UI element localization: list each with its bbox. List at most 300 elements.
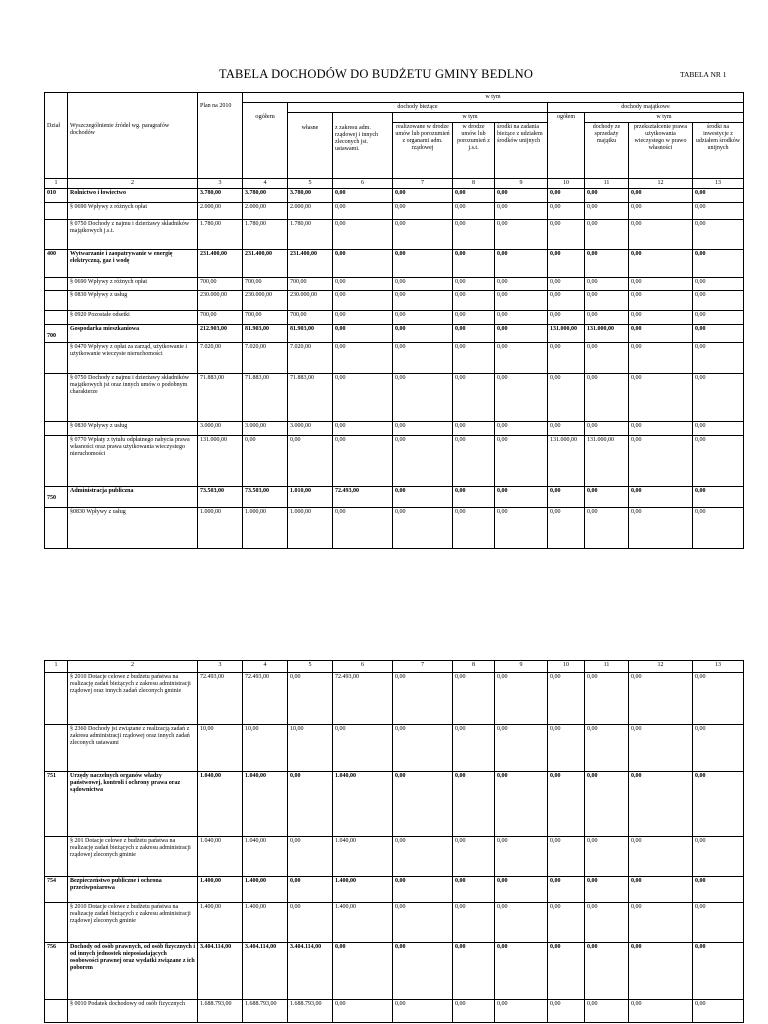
cell-value: 0,00 [548, 343, 585, 374]
cell-value: 0,00 [333, 203, 393, 220]
cell-value: 0,00 [693, 436, 744, 487]
cell-value: 231.400,00 [198, 250, 243, 278]
column-number: 10 [548, 179, 585, 189]
cell-value: 0,00 [548, 877, 585, 903]
cell-value: 0,00 [495, 772, 548, 837]
cell-value: 1.010,00 [288, 487, 333, 508]
cell-value: 73.503,00 [243, 487, 288, 508]
header-zakres: z zakresu adm. rządowej i innych zleconych jst. ustawami. [333, 113, 393, 179]
cell-value: 3.404.114,00 [198, 943, 243, 1000]
cell-value: 0,00 [629, 325, 693, 343]
cell-value: 231.400,00 [243, 250, 288, 278]
cell-value: 0,00 [693, 943, 744, 1000]
cell-dzial [45, 837, 68, 877]
cell-value: 0,00 [693, 508, 744, 549]
cell-value: 0,00 [629, 1000, 693, 1023]
column-number: 1 [45, 179, 68, 189]
cell-dzial: 750 [45, 487, 68, 508]
cell-value: 0,00 [629, 374, 693, 422]
cell-value: 1.400,00 [198, 877, 243, 903]
cell-value: 0,00 [585, 903, 629, 943]
cell-value: 0,00 [693, 903, 744, 943]
cell-value: 2.000,00 [288, 203, 333, 220]
cell-value: 131.000,00 [585, 436, 629, 487]
cell-value: 0,00 [548, 278, 585, 291]
cell-value: 0,00 [453, 311, 495, 325]
cell-value: 0,00 [693, 311, 744, 325]
cell-value: 0,00 [393, 673, 453, 725]
cell-value: 0,00 [288, 877, 333, 903]
cell-value: 0,00 [453, 436, 495, 487]
cell-value: 0,00 [333, 220, 393, 250]
cell-value: 0,00 [693, 1000, 744, 1023]
cell-value: 1.688.793,00 [243, 1000, 288, 1023]
header-ogolem-majatkowe: ogółem [548, 113, 585, 179]
cell-value: 0,00 [453, 250, 495, 278]
column-number: 3 [198, 179, 243, 189]
cell-value: 700,00 [288, 311, 333, 325]
cell-value: 0,00 [393, 903, 453, 943]
cell-value: 0,00 [629, 903, 693, 943]
cell-value: 0,00 [495, 943, 548, 1000]
header-biezace: dochody bieżące [288, 103, 548, 113]
table-row [45, 325, 744, 343]
header-w-tym-biezace: w tym [393, 113, 548, 123]
column-number: 11 [585, 179, 629, 189]
cell-description: § 0470 Wpływy z opłat za zarząd, użytkowanie i użytkowanie wieczyste nieruchomości [68, 343, 198, 374]
cell-value: 2.000,00 [243, 203, 288, 220]
cell-value: 0,00 [333, 311, 393, 325]
column-number: 10 [548, 661, 585, 673]
cell-value: 0,00 [585, 343, 629, 374]
cell-value: 0,00 [693, 877, 744, 903]
cell-value: 0,00 [548, 311, 585, 325]
header-majatkowe: dochody majątkowe [548, 103, 744, 113]
column-number: 6 [333, 661, 393, 673]
cell-value: 0,00 [288, 772, 333, 837]
cell-value: 3.780,00 [288, 189, 333, 203]
cell-value: 0,00 [548, 203, 585, 220]
cell-value: 1.040,00 [333, 837, 393, 877]
cell-value: 0,00 [333, 422, 393, 436]
page-title: TABELA DOCHODÓW DO BUDŻETU GMINY BEDLNO [219, 67, 534, 81]
cell-value: 1.780,00 [243, 220, 288, 250]
header-przeksztalcenie: przekształcenie prawa użytkowania wieczystego w prawo własności [629, 123, 693, 179]
cell-value: 0,00 [333, 250, 393, 278]
header-sprzedazy: dochody ze sprzedaży majątku [585, 123, 629, 179]
cell-value: 0,00 [495, 673, 548, 725]
cell-value: 0,00 [629, 250, 693, 278]
cell-value: 0,00 [393, 374, 453, 422]
cell-description: § 2010 Dotacje celowe z budżetu państwa na realizację zadań bieżących z zakresu administracji rządowej zleconych gminie [68, 903, 198, 943]
cell-value: 0,00 [495, 725, 548, 772]
cell-value: 1.040,00 [243, 837, 288, 877]
cell-dzial: 400 [45, 250, 68, 278]
column-number: 9 [495, 661, 548, 673]
cell-dzial: 010 [45, 189, 68, 203]
cell-value: 0,00 [453, 343, 495, 374]
cell-description: Gospodarka mieszkaniowa [68, 325, 198, 343]
cell-value: 0,00 [629, 311, 693, 325]
cell-value: 0,00 [585, 877, 629, 903]
cell-value: 0,00 [585, 943, 629, 1000]
cell-value: 0,00 [453, 325, 495, 343]
cell-value: 0,00 [453, 291, 495, 311]
cell-value: 0,00 [393, 508, 453, 549]
cell-value: 0,00 [495, 487, 548, 508]
cell-value: 0,00 [629, 220, 693, 250]
cell-value: 0,00 [585, 278, 629, 291]
cell-value: 700,00 [198, 311, 243, 325]
cell-value: 0,00 [288, 837, 333, 877]
cell-value: 0,00 [629, 943, 693, 1000]
cell-dzial [45, 725, 68, 772]
cell-value: 1.688.793,00 [198, 1000, 243, 1023]
cell-value: 1.400,00 [243, 903, 288, 943]
cell-value: 0,00 [585, 203, 629, 220]
cell-description: § 0920 Pozostałe odsetki [68, 311, 198, 325]
cell-dzial: 700 [45, 325, 68, 343]
cell-value: 0,00 [393, 311, 453, 325]
cell-value: 0,00 [495, 311, 548, 325]
cell-value: 0,00 [585, 725, 629, 772]
cell-value: 0,00 [495, 837, 548, 877]
header-ogolem: ogółem [243, 103, 288, 179]
cell-value: 0,00 [629, 422, 693, 436]
cell-value: 0,00 [585, 772, 629, 837]
cell-value: 230.000,00 [243, 291, 288, 311]
cell-value: 0,00 [585, 311, 629, 325]
cell-dzial [45, 278, 68, 291]
cell-value: 1.000,00 [288, 508, 333, 549]
cell-value: 0,00 [548, 943, 585, 1000]
cell-value: 0,00 [495, 291, 548, 311]
column-number-row [45, 179, 744, 189]
cell-value: 0,00 [585, 508, 629, 549]
cell-value: 0,00 [548, 673, 585, 725]
table-row [45, 673, 744, 725]
header-dzial: Dział [45, 93, 68, 179]
cell-value: 0,00 [495, 220, 548, 250]
column-number: 8 [453, 661, 495, 673]
table-row [45, 725, 744, 772]
cell-dzial [45, 673, 68, 725]
table-row [45, 508, 744, 549]
cell-value: 0,00 [495, 422, 548, 436]
cell-value: 0,00 [393, 291, 453, 311]
header-w-tym-majatkowe: w tym [585, 113, 744, 123]
cell-value: 0,00 [453, 189, 495, 203]
column-number: 13 [693, 179, 744, 189]
cell-dzial [45, 422, 68, 436]
income-table-part-2 [44, 660, 744, 1023]
cell-value: 1.040,00 [198, 837, 243, 877]
cell-description: Wytwarzanie i zaopatrywanie w energię elektryczną, gaz i wodę [68, 250, 198, 278]
cell-value: 0,00 [333, 189, 393, 203]
cell-value: 0,00 [453, 1000, 495, 1023]
cell-dzial [45, 220, 68, 250]
cell-value: 0,00 [288, 436, 333, 487]
table-row [45, 422, 744, 436]
cell-value: 0,00 [453, 877, 495, 903]
cell-description: § 0690 Wpływy z różnych opłat [68, 203, 198, 220]
cell-value: 1.688.793,00 [288, 1000, 333, 1023]
cell-value: 0,00 [548, 508, 585, 549]
cell-value: 0,00 [585, 189, 629, 203]
cell-value: 1.040,00 [198, 772, 243, 837]
cell-value: 0,00 [453, 203, 495, 220]
cell-value: 0,00 [495, 877, 548, 903]
cell-description: § 0770 Wpłaty z tytułu odpłatnego nabycia prawa własności oraz prawa użytkowania wieczystego nieruchomości [68, 436, 198, 487]
cell-value: 0,00 [548, 220, 585, 250]
cell-dzial [45, 374, 68, 422]
cell-value: 131.000,00 [585, 325, 629, 343]
cell-description: § 0830 Wpływy z usług [68, 291, 198, 311]
cell-value: 0,00 [629, 772, 693, 837]
cell-value: 0,00 [495, 325, 548, 343]
column-number: 12 [629, 179, 693, 189]
cell-description: Rolnictwo i łowiectwo [68, 189, 198, 203]
cell-value: 0,00 [548, 772, 585, 837]
cell-value: 0,00 [629, 343, 693, 374]
cell-dzial [45, 1000, 68, 1023]
cell-value: 0,00 [693, 203, 744, 220]
cell-dzial [45, 436, 68, 487]
cell-value: 81.903,00 [243, 325, 288, 343]
cell-value: 2.000,00 [198, 203, 243, 220]
cell-value: 0,00 [495, 278, 548, 291]
cell-value: 0,00 [548, 189, 585, 203]
cell-value: 1.400,00 [243, 877, 288, 903]
column-number: 2 [68, 179, 198, 189]
cell-description: §0830 Wpływy z usług [68, 508, 198, 549]
column-number: 5 [288, 179, 333, 189]
cell-value: 0,00 [453, 374, 495, 422]
cell-value: 700,00 [198, 278, 243, 291]
table-body-part-1 [45, 189, 744, 549]
table-row [45, 943, 744, 1000]
cell-value: 0,00 [393, 436, 453, 487]
cell-value: 131.000,00 [548, 325, 585, 343]
cell-value: 0,00 [453, 508, 495, 549]
cell-value: 72.493,00 [333, 673, 393, 725]
cell-value: 0,00 [548, 250, 585, 278]
cell-value: 1.780,00 [288, 220, 333, 250]
cell-value: 0,00 [453, 673, 495, 725]
cell-value: 0,00 [495, 374, 548, 422]
cell-value: 72.493,00 [198, 673, 243, 725]
column-number: 12 [629, 661, 693, 673]
cell-value: 0,00 [333, 343, 393, 374]
cell-value: 0,00 [453, 487, 495, 508]
header-wyszczegolnienie: Wyszczególnienie źródeł wg. paragrafów dochodów [68, 93, 198, 179]
cell-value: 3.404.114,00 [288, 943, 333, 1000]
cell-description: § 0830 Wpływy z usług [68, 422, 198, 436]
cell-value: 3.780,00 [198, 189, 243, 203]
column-number: 4 [243, 179, 288, 189]
cell-value: 0,00 [453, 422, 495, 436]
cell-description: Urzędy naczelnych organów władzy państwowej, kontroli i ochrony prawa oraz sądownictwa [68, 772, 198, 837]
cell-dzial: 754 [45, 877, 68, 903]
cell-value: 0,00 [629, 877, 693, 903]
cell-value: 3.780,00 [243, 189, 288, 203]
cell-value: 10,00 [288, 725, 333, 772]
cell-value: 1.400,00 [333, 903, 393, 943]
table-row [45, 374, 744, 422]
cell-value: 7.020,00 [243, 343, 288, 374]
table-row [45, 291, 744, 311]
cell-value: 0,00 [453, 725, 495, 772]
cell-value: 0,00 [548, 487, 585, 508]
table-row [45, 1000, 744, 1023]
column-number: 3 [198, 661, 243, 673]
cell-value: 0,00 [393, 772, 453, 837]
table-row [45, 189, 744, 203]
table-row [45, 250, 744, 278]
cell-dzial [45, 343, 68, 374]
cell-value: 0,00 [585, 673, 629, 725]
cell-value: 0,00 [495, 903, 548, 943]
cell-value: 0,00 [333, 508, 393, 549]
column-number: 6 [333, 179, 393, 189]
cell-value: 0,00 [495, 343, 548, 374]
cell-value: 0,00 [693, 374, 744, 422]
cell-dzial [45, 291, 68, 311]
cell-value: 0,00 [333, 325, 393, 343]
cell-value: 0,00 [693, 725, 744, 772]
cell-value: 0,00 [393, 725, 453, 772]
cell-value: 3.000,00 [198, 422, 243, 436]
cell-value: 0,00 [453, 220, 495, 250]
cell-value: 0,00 [629, 436, 693, 487]
cell-value: 230.000,00 [288, 291, 333, 311]
cell-value: 0,00 [495, 203, 548, 220]
cell-value: 0,00 [495, 508, 548, 549]
cell-value: 0,00 [393, 189, 453, 203]
cell-value: 0,00 [693, 325, 744, 343]
cell-value: 0,00 [693, 422, 744, 436]
cell-value: 0,00 [693, 343, 744, 374]
cell-value: 0,00 [693, 673, 744, 725]
header-srodki-inwestycje: środki na inwestycje z udziałem środków unijnych [693, 123, 744, 179]
cell-value: 0,00 [693, 220, 744, 250]
cell-value: 0,00 [693, 250, 744, 278]
cell-value: 0,00 [548, 422, 585, 436]
table-row [45, 203, 744, 220]
table-number: TABELA NR 1 [680, 70, 727, 79]
column-number: 13 [693, 661, 744, 673]
table-body-part-2 [45, 673, 744, 1023]
cell-value: 0,00 [453, 772, 495, 837]
cell-value: 231.400,00 [288, 250, 333, 278]
table-row [45, 436, 744, 487]
cell-value: 0,00 [453, 903, 495, 943]
column-number: 9 [495, 179, 548, 189]
cell-value: 0,00 [393, 220, 453, 250]
table-row [45, 772, 744, 837]
cell-value: 1.000,00 [243, 508, 288, 549]
cell-value: 7.020,00 [288, 343, 333, 374]
cell-value: 0,00 [693, 837, 744, 877]
cell-value: 0,00 [585, 1000, 629, 1023]
cell-value: 0,00 [629, 487, 693, 508]
cell-value: 0,00 [629, 189, 693, 203]
cell-value: 0,00 [629, 837, 693, 877]
cell-value: 1.780,00 [198, 220, 243, 250]
cell-value: 7.020,00 [198, 343, 243, 374]
cell-value: 0,00 [629, 725, 693, 772]
cell-description: § 0690 Wpływy z różnych opłat [68, 278, 198, 291]
income-table-part-1 [44, 92, 744, 549]
cell-value: 0,00 [393, 250, 453, 278]
cell-value: 0,00 [333, 374, 393, 422]
header-w-drodze: w drodze umów lub porozumień z j.s.t. [453, 123, 495, 179]
cell-value: 0,00 [393, 837, 453, 877]
cell-value: 0,00 [393, 278, 453, 291]
cell-value: 0,00 [629, 673, 693, 725]
cell-value: 0,00 [585, 220, 629, 250]
cell-value: 0,00 [629, 278, 693, 291]
cell-value: 0,00 [495, 250, 548, 278]
cell-description: § 201 Dotacje celowe z budżetu państwa na realizację zadań bieżących z zakresu administracji rządowej zleconych gminie [68, 837, 198, 877]
cell-description: § 0010 Podatek dochodowy od osób fizycznych [68, 1000, 198, 1023]
cell-value: 0,00 [693, 772, 744, 837]
cell-value: 700,00 [243, 311, 288, 325]
cell-value: 1.040,00 [243, 772, 288, 837]
cell-value: 0,00 [585, 374, 629, 422]
cell-dzial [45, 903, 68, 943]
cell-description: § 0750 Dochody z najmu i dzierżawy składników majątkowych j.s.t. [68, 220, 198, 250]
cell-value: 0,00 [548, 903, 585, 943]
cell-value: 0,00 [333, 943, 393, 1000]
cell-value: 71.883,00 [288, 374, 333, 422]
cell-value: 0,00 [585, 250, 629, 278]
table-row [45, 487, 744, 508]
cell-value: 3.404.114,00 [243, 943, 288, 1000]
cell-value: 0,00 [393, 943, 453, 1000]
cell-value: 230.000,00 [198, 291, 243, 311]
cell-value: 3.000,00 [243, 422, 288, 436]
cell-value: 0,00 [393, 877, 453, 903]
column-number: 2 [68, 661, 198, 673]
table-row [45, 837, 744, 877]
cell-value: 1.000,00 [198, 508, 243, 549]
cell-value: 0,00 [629, 203, 693, 220]
cell-dzial [45, 311, 68, 325]
header-realizowane: realizowane w drodze umów lub porozumień z organami adm. rządowej [393, 123, 453, 179]
table-row [45, 343, 744, 374]
cell-value: 72.493,00 [243, 673, 288, 725]
cell-value: 0,00 [693, 278, 744, 291]
cell-value: 0,00 [585, 837, 629, 877]
cell-value: 0,00 [548, 725, 585, 772]
cell-value: 700,00 [243, 278, 288, 291]
cell-value: 0,00 [453, 943, 495, 1000]
cell-dzial [45, 203, 68, 220]
cell-value: 71.883,00 [198, 374, 243, 422]
cell-dzial: 751 [45, 772, 68, 837]
column-number: 7 [393, 661, 453, 673]
cell-value: 131.000,00 [198, 436, 243, 487]
cell-value: 700,00 [288, 278, 333, 291]
cell-value: 0,00 [495, 1000, 548, 1023]
header-wlasne: własne [288, 113, 333, 179]
cell-value: 0,00 [393, 203, 453, 220]
cell-value: 0,00 [548, 291, 585, 311]
cell-dzial: 756 [45, 943, 68, 1000]
column-number: 7 [393, 179, 453, 189]
cell-value: 1.400,00 [198, 903, 243, 943]
